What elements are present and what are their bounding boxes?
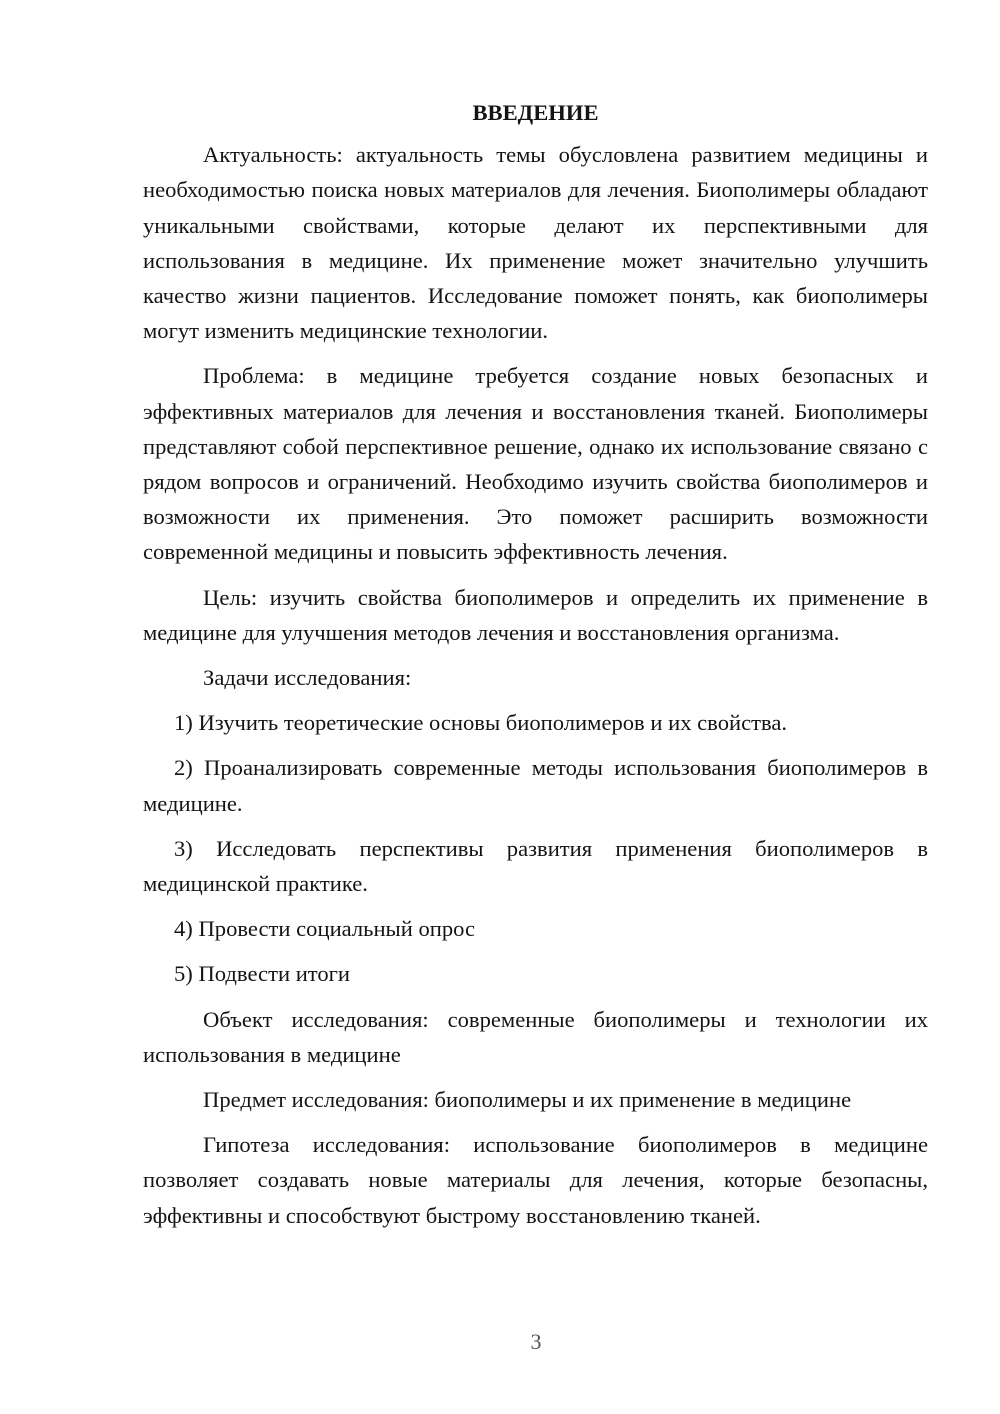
goal-paragraph: Цель: изучить свойства биополимеров и определить их применение в медицине для улучшения методов лечения и восстановления организма.	[143, 584, 928, 645]
task-item-3: 3) Исследовать перспективы развития применения биополимеров в медицинской практике.	[143, 835, 928, 897]
hypothesis-paragraph: Гипотеза исследования: использование биополимеров в медицине позволяет создавать новые материалы для лечения, которые безопасны, эффективны и способствуют быстрому восстановлению тканей.	[143, 1132, 928, 1228]
document-body	[143, 95, 928, 1243]
task-item-2: 2) Проанализировать современные методы использования биополимеров в медицине.	[143, 755, 928, 816]
section-heading: ВВЕДЕНИЕ	[472, 100, 599, 125]
object-paragraph: Объект исследования: современные биополимеры и технологии их использования в медицине	[143, 1006, 928, 1067]
task-item-4: 4) Провести социальный опрос	[174, 916, 476, 942]
relevance-paragraph: Актуальность: актуальность темы обусловлена развитием медицины и необходимостью поиска новых материалов для лечения. Биополимеры обладают уникальными свойствами, которые делают их перспективными для использования в медицине. Их применение может значительно улучшить качество жизни пациентов. Исследование поможет понять, как биополимеры могут изменить медицинские технологии.	[143, 142, 928, 344]
task-item-1: 1) Изучить теоретические основы биополимеров и их свойства.	[174, 710, 788, 736]
subject-paragraph: Предмет исследования: биополимеры и их применение в медицине	[203, 1087, 852, 1113]
problem-paragraph: Проблема: в медицине требуется создание новых безопасных и эффективных материалов для лечения и восстановления тканей. Биополимеры представляют собой перспективное решение, однако их использование связано с рядом вопросов и ограничений. Необходимо изучить свойства биополимеров и возможности их применения. Это поможет расширить возможности современной медицины и повысить эффективность лечения.	[143, 363, 928, 565]
task-item-5: 5) Подвести итоги	[174, 961, 351, 987]
tasks-title: Задачи исследования:	[203, 665, 412, 691]
page-number: 3	[530, 1329, 542, 1354]
